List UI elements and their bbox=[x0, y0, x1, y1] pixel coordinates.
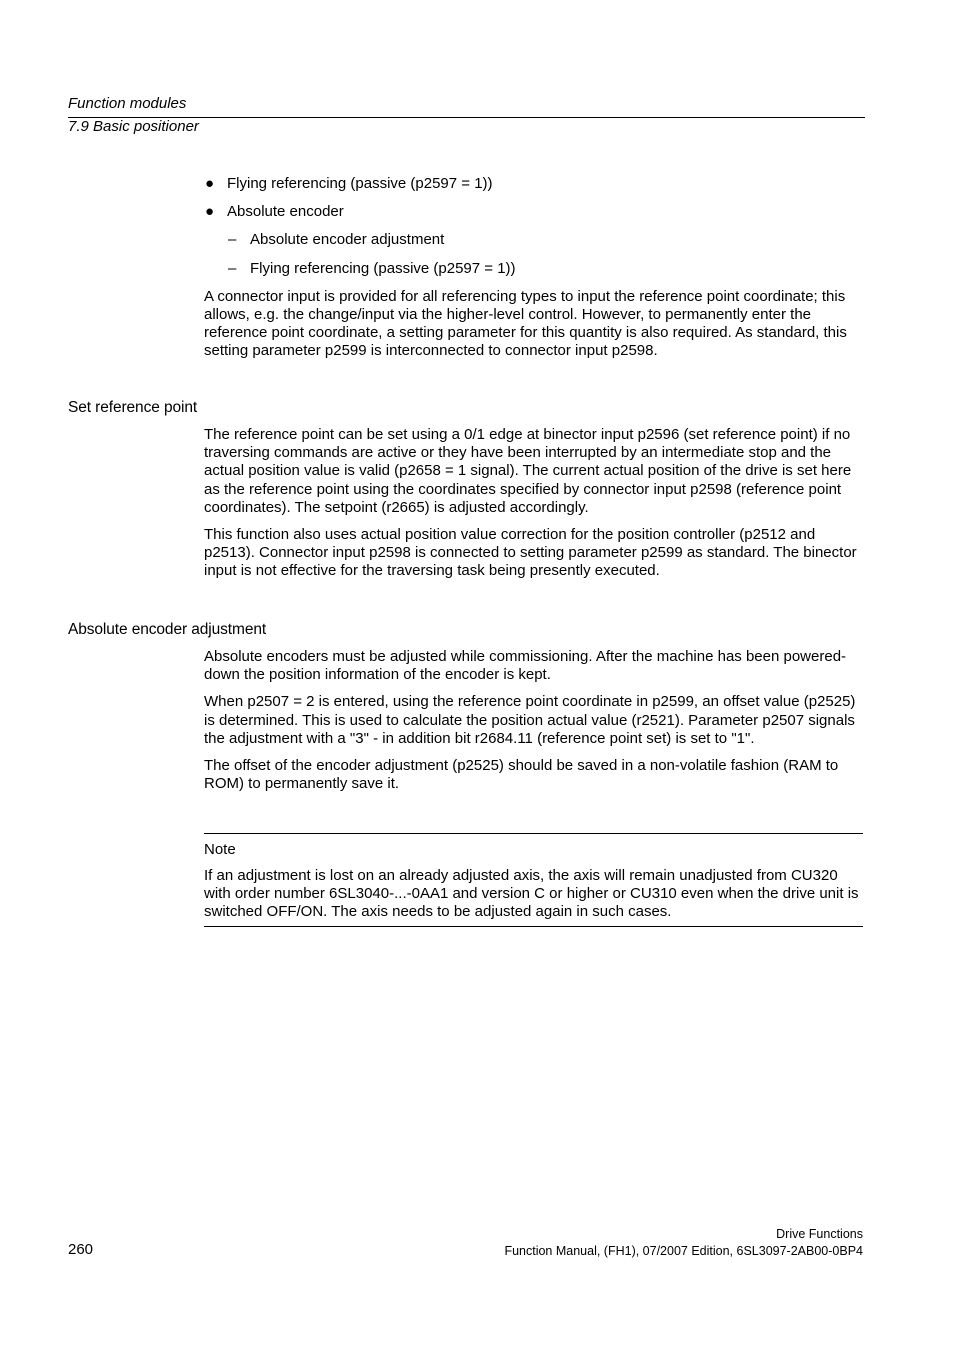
paragraph: Absolute encoders must be adjusted while commissioning. After the machine has been powered-down the position information of the encoder is kept. bbox=[204, 648, 847, 684]
bullet-icon: ● bbox=[205, 175, 215, 192]
paragraph: The reference point can be set using a 0/1 edge at binector input p2596 (set reference point) if no traversing commands are active or they have been interrupted by an intermediate stop and the actual position value is valid (p2658 = 1 signal). The current actual position of the drive is set here as the reference point using the coordinates specified by connector input p2598 (reference point coordinates). The setpoint (r2665) is adjusted accordingly. bbox=[204, 426, 852, 516]
header-divider bbox=[68, 117, 865, 118]
list-item bbox=[204, 203, 864, 221]
list-item bbox=[204, 175, 864, 193]
set-reference-point-body bbox=[204, 426, 864, 590]
paragraph: This function also uses actual position value correction for the position controller (p2512 and p2513). Connector input p2598 is connected to setting parameter p2599 as standard. The binector input is not effective for the traversing task being presently executed. bbox=[204, 526, 857, 580]
sub-list-item bbox=[204, 260, 864, 278]
dash-icon: – bbox=[228, 231, 237, 249]
sub-list-item-text: Flying referencing (passive (p2597 = 1)) bbox=[250, 259, 516, 277]
dash-icon: – bbox=[228, 259, 237, 277]
sub-list-item bbox=[204, 231, 864, 249]
section-heading-set-reference-point: Set reference point bbox=[68, 399, 198, 416]
list-item-text: Absolute encoder bbox=[227, 203, 344, 221]
sub-list-item-text: Absolute encoder adjustment bbox=[250, 231, 445, 249]
running-header-section: 7.9 Basic positioner bbox=[68, 118, 199, 135]
paragraph: When p2507 = 2 is entered, using the reference point coordinate in p2599, an offset value (p2525) is determined. This is used to calculate the position actual value (r2521). Parameter p2507 signals the adjustment with a "3" - in addition bit r2684.11 (reference point set) is set to "1". bbox=[204, 693, 856, 747]
absolute-encoder-adjustment-body bbox=[204, 648, 864, 802]
page-number: 260 bbox=[68, 1241, 94, 1258]
footer-book-title: Drive Functions bbox=[776, 1227, 863, 1241]
intro-paragraph: A connector input is provided for all referencing types to input the reference point coordinate; this allows, e.g. the change/input via the higher-level control. However, to permanently enter the reference point coordinate, a setting parameter for this quantity is also required. As standard, this setting parameter p2599 is interconnected to connector input p2598. bbox=[204, 287, 847, 360]
note-box bbox=[204, 833, 863, 927]
running-header-chapter: Function modules bbox=[68, 95, 187, 112]
section-heading-absolute-encoder-adjustment: Absolute encoder adjustment bbox=[68, 621, 267, 638]
note-title: Note bbox=[204, 841, 236, 858]
bullet-icon: ● bbox=[205, 203, 215, 221]
paragraph: The offset of the encoder adjustment (p2525) should be saved in a non-volatile fashion (RAM to ROM) to permanently save it. bbox=[204, 757, 839, 793]
note-text: If an adjustment is lost on an already adjusted axis, the axis will remain unadjusted from CU320 with order number 6SL3040-...-0AA1 and version C or higher or CU310 even when the drive unit is switched OFF/ON. The axis needs to be adjusted again in such cases. bbox=[204, 867, 859, 921]
list-item-text: Flying referencing (passive (p2597 = 1)) bbox=[227, 175, 493, 192]
footer-manual-info: Function Manual, (FH1), 07/2007 Edition, 6SL3097-2AB00-0BP4 bbox=[504, 1244, 863, 1258]
intro-block bbox=[204, 175, 864, 370]
